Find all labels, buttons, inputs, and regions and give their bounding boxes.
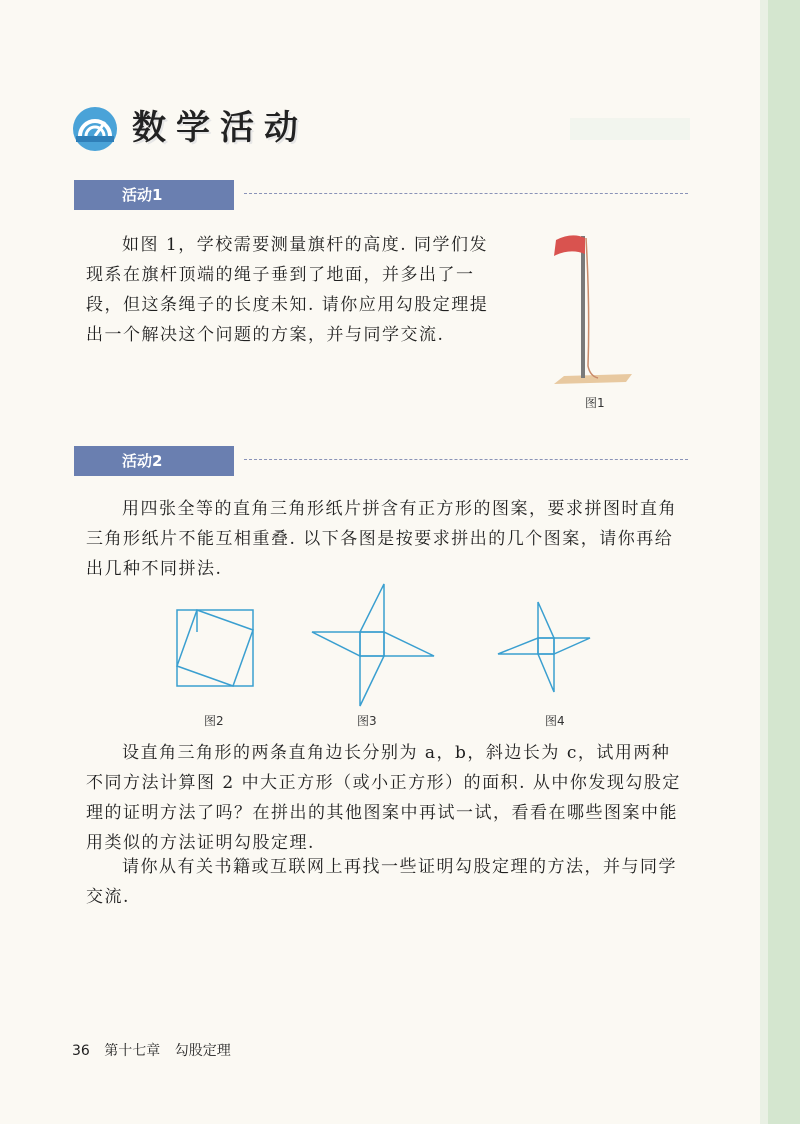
figure4-windmill-pattern [494, 600, 594, 696]
activity2-intro [86, 494, 706, 584]
page-edge-shade [760, 0, 768, 1124]
flagpole [581, 236, 585, 378]
text-line: 理的证明方法了吗？在拼出的其他图案中再试一试，看看在哪些图案中能 [86, 803, 678, 823]
figure4-caption: 图4 [545, 714, 565, 728]
rope [586, 238, 598, 378]
text-line: 出几种不同拼法. [86, 559, 223, 579]
figure3-caption: 图3 [357, 714, 377, 728]
text-line: 三角形纸片不能互相重叠. 以下各图是按要求拼出的几个图案，请你再给 [86, 529, 674, 549]
text-line: 交流. [86, 887, 130, 907]
text-line: 设直角三角形的两条直角边长分别为 a，b，斜边长为 c，试用两种 [122, 743, 671, 763]
compass-arc-icon [72, 106, 118, 152]
text-line: 用四张全等的直角三角形纸片拼含有正方形的图案，要求拼图时直角 [122, 499, 677, 519]
chapter-label: 第十七章 [104, 1043, 161, 1059]
text-line: 用类似的方法证明勾股定理. [86, 833, 315, 853]
page-edge-strip [768, 0, 800, 1124]
flag [554, 235, 585, 256]
text-line: 如图 1，学校需要测量旗杆的高度. 同学们发 [122, 235, 489, 255]
section-header [72, 98, 332, 158]
activity2-closing [86, 852, 706, 912]
activity2-label: 活动2 [74, 446, 234, 476]
activity2-divider [244, 459, 688, 460]
chapter-title: 勾股定理 [174, 1043, 231, 1059]
activity2-question [86, 738, 706, 858]
activity1-divider [244, 193, 688, 194]
text-line: 段，但这条绳子的长度未知. 请你应用勾股定理提 [86, 295, 489, 315]
activity1-text [86, 230, 526, 350]
activity1-label: 活动1 [74, 180, 234, 210]
figure3-pinwheel-pattern [308, 580, 440, 710]
figure2-caption: 图2 [204, 714, 224, 728]
page-footer [72, 1040, 241, 1060]
flagpole-figure [544, 226, 634, 386]
text-line: 不同方法计算图 2 中大正方形（或小正方形）的面积. 从中你发现勾股定 [86, 773, 681, 793]
page-number: 36 [72, 1043, 90, 1059]
page-title: 数学活动 [132, 108, 308, 148]
header-background-wash [570, 118, 690, 140]
text-line: 出一个解决这个问题的方案，并与同学交流. [86, 325, 445, 345]
figure1-caption: 图1 [585, 396, 605, 410]
text-line: 现系在旗杆顶端的绳子垂到了地面，并多出了一 [86, 265, 475, 285]
text-line: 请你从有关书籍或互联网上再找一些证明勾股定理的方法，并与同学 [122, 857, 677, 877]
figure2-square-pattern [170, 603, 260, 693]
